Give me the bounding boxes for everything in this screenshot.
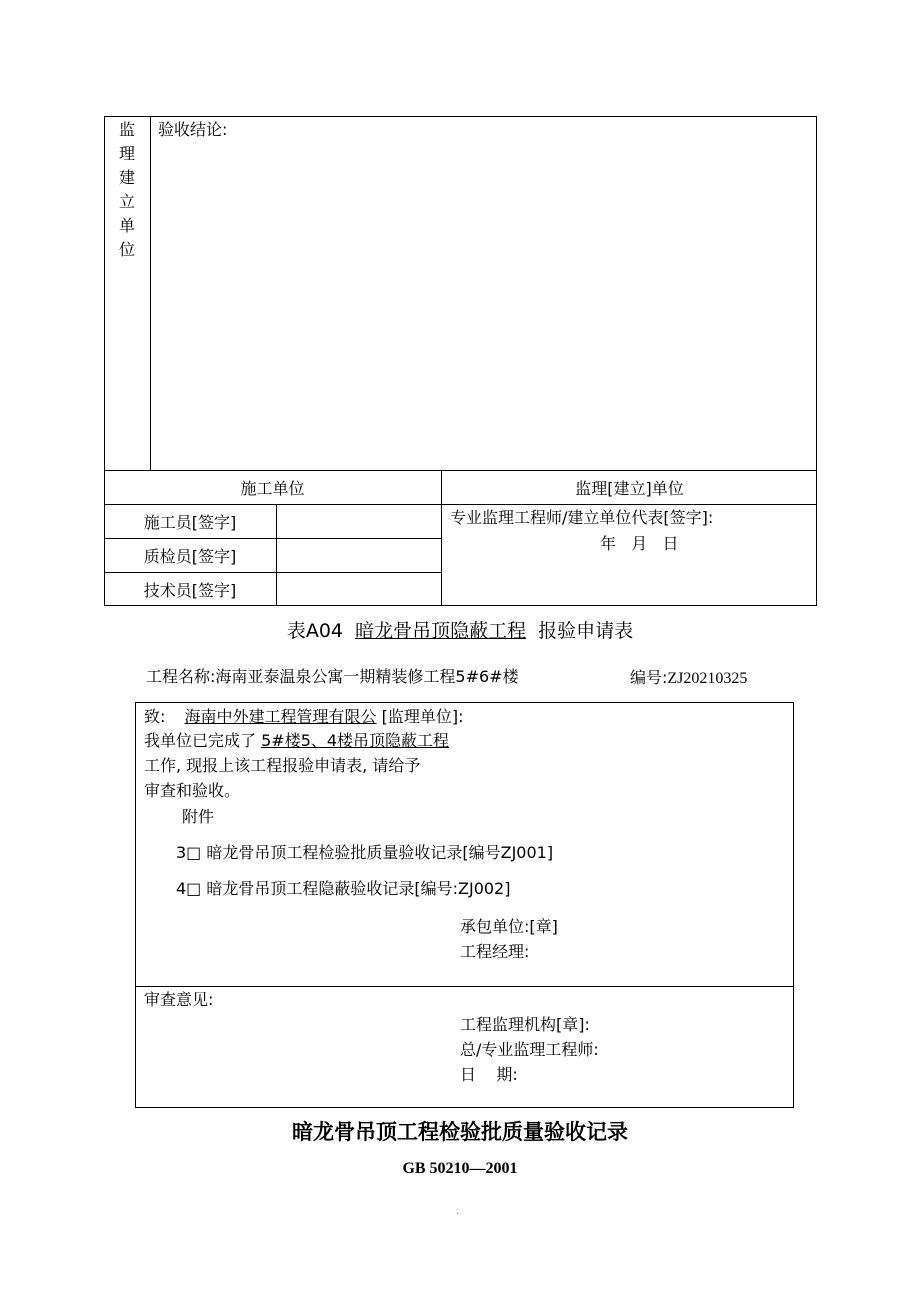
completed-item: 5#楼5、4楼吊顶隐蔽工程 [261,731,450,750]
supervision-unit-header: 监理[建立]单位 [575,479,684,498]
inspector-sign-value [277,539,441,572]
to-suffix: [监理单位]: [381,707,464,726]
number-label: 编号: [630,668,668,687]
construction-unit-header: 施工单位 [240,479,305,498]
inspector-sign-label: 质检员[签字] [143,547,237,566]
to-line [144,707,464,727]
engineer-sign-label: 专业监理工程师/建立单位代表[签字]: [450,508,714,527]
chief-engineer-label: 总/专业监理工程师: [460,1040,599,1059]
standard-code: GB 50210—2001 [402,1160,518,1177]
constructor-sign-label: 施工员[签字] [143,513,237,532]
form-title [0,618,920,644]
form-title-subject: 暗龙骨吊顶隐蔽工程 [355,620,527,642]
side-label-char: 理 [118,144,135,163]
divider [135,986,794,987]
review-label: 审查意见: [144,990,214,1009]
form-number-line [630,668,747,689]
project-name: 海南亚泰温泉公寓一期精装修工程5#6#楼 [215,667,519,686]
side-label-char: 单 [118,216,135,235]
to-label: 致: [144,707,166,726]
divider [150,116,151,471]
manager-label: 工程经理: [460,942,530,961]
project-label: 工程名称: [146,667,216,686]
date-label: 日 期: [460,1065,518,1084]
conclusion-label: 验收结论: [158,120,228,139]
side-label [104,118,150,262]
project-name-line [146,667,519,687]
form-number: ZJ20210325 [667,670,748,687]
record-title: 暗龙骨吊顶工程检验批质量验收记录 [292,1120,628,1144]
review-request-line: 审查和验收。 [144,781,241,800]
technician-sign-value [277,573,441,606]
request-line: 工作, 现报上该工程报验申请表, 请给予 [144,756,421,775]
date-line: 年 月 日 [600,534,679,553]
attachment-label: 附件 [182,807,215,826]
side-label-char: 监 [118,120,135,139]
attachment-item: 3□ 暗龙骨吊顶工程检验批质量验收记录[编号ZJ001] [176,843,554,862]
completed-line [144,731,449,751]
completed-prefix: 我单位已完成了 [144,731,257,750]
to-company: 海南中外建工程管理有限公 [184,707,377,726]
page-dot: . [456,1206,460,1217]
contractor-label: 承包单位:[章] [460,917,558,936]
constructor-sign-value [277,505,441,538]
form-title-suffix: 报验申请表 [538,620,634,642]
technician-sign-label: 技术员[签字] [143,581,237,600]
attachment-item: 4□ 暗龙骨吊顶工程隐蔽验收记录[编号:ZJ002] [176,879,511,898]
supervision-org-label: 工程监理机构[章]: [460,1015,590,1034]
side-label-char: 建 [118,168,135,187]
side-label-char: 立 [118,192,135,211]
form-title-prefix: 表A04 [286,620,344,642]
side-label-char: 位 [118,240,135,259]
